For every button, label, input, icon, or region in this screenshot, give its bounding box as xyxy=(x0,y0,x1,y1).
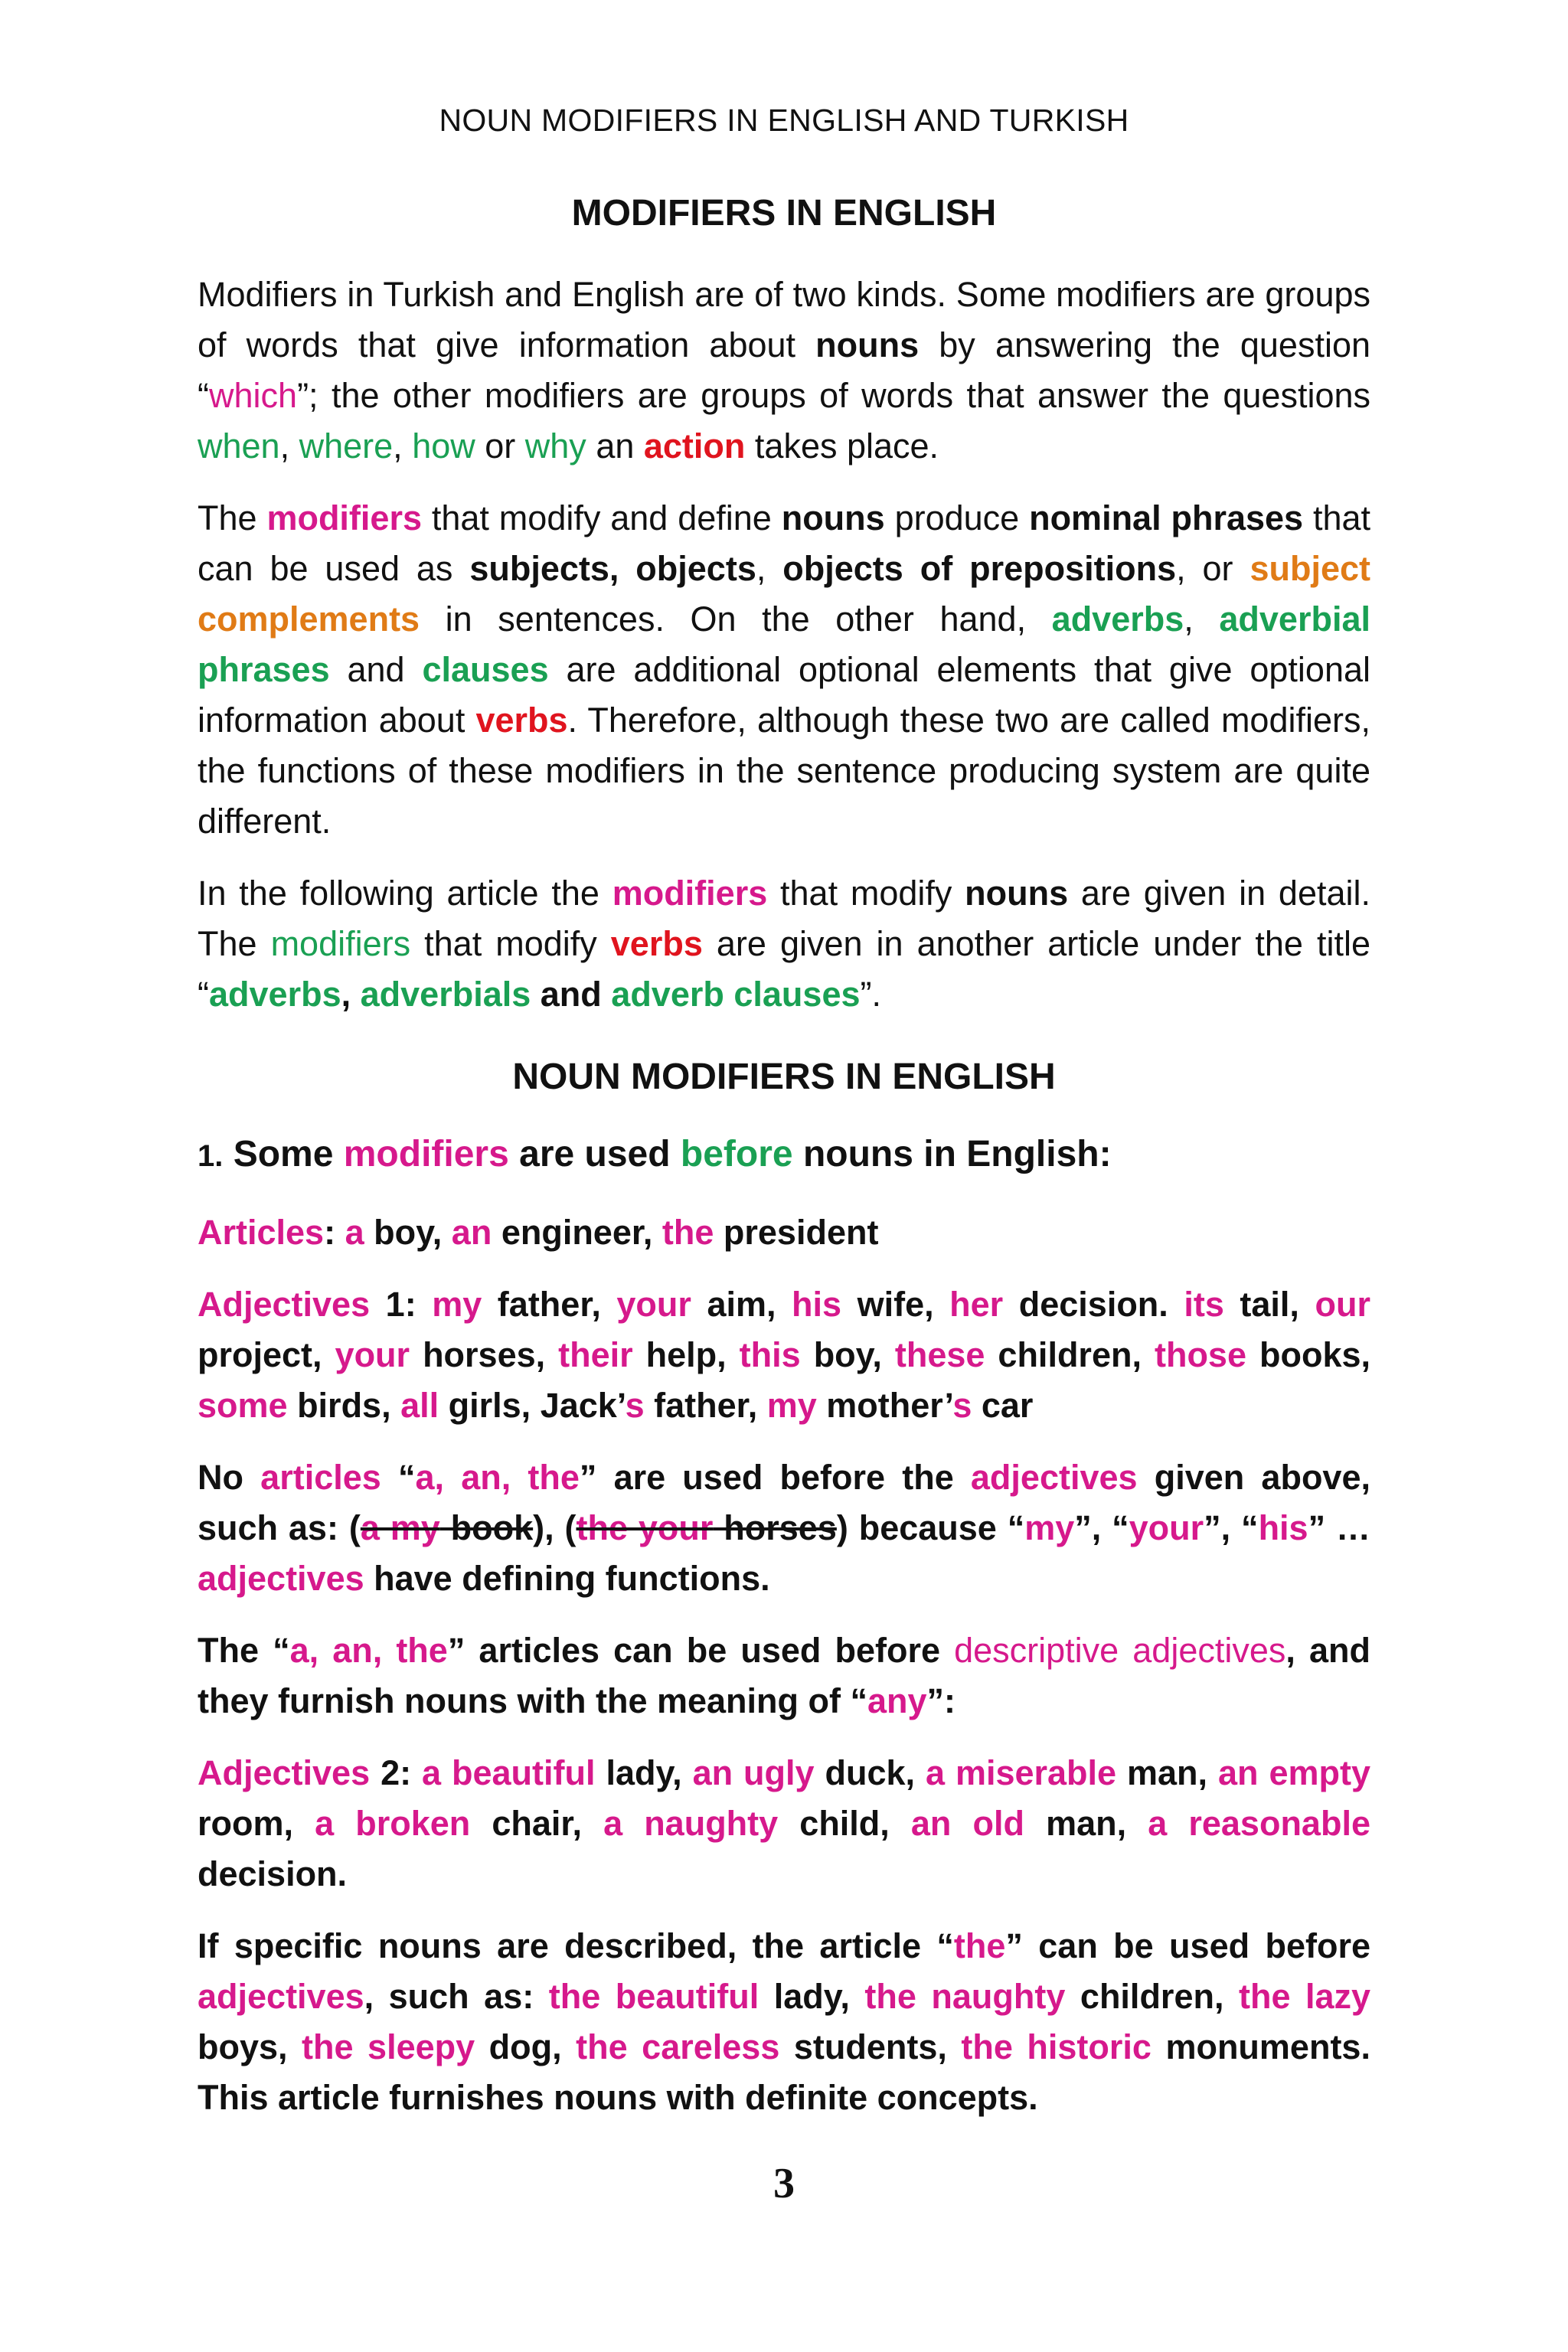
adjectives-2-modifier: a beautiful xyxy=(422,1753,596,1793)
adjectives-1-modifier: their xyxy=(558,1335,633,1375)
term-modifiers-verbs: modifiers xyxy=(270,923,411,963)
term-how: how xyxy=(412,426,475,466)
term-objects-of-prepositions: objects of prepositions xyxy=(782,548,1177,588)
specific-modifier: the lazy xyxy=(1238,1977,1371,2017)
adjectives-2-noun: decision. xyxy=(198,1854,348,1894)
term-when: when xyxy=(198,426,280,466)
adjectives-2-noun: man, xyxy=(1024,1804,1148,1844)
adjectives-2-modifier: an old xyxy=(910,1804,1024,1844)
adjectives-1-modifier: your xyxy=(335,1335,410,1375)
specific-noun: children, xyxy=(1065,1977,1239,2017)
specific-noun: lady, xyxy=(759,1977,865,2017)
term-action: action xyxy=(643,426,746,466)
descriptive-adjectives-paragraph: The “a, an, the” articles can be used before descriptive adjectives, and they furnish nouns with the meaning of “any”: xyxy=(198,1631,1370,1721)
term-nominal-phrases: nominal phrases xyxy=(1029,498,1304,537)
term-where: where xyxy=(299,426,394,466)
adjectives-2-noun: child, xyxy=(778,1804,911,1844)
specific-noun: students, xyxy=(779,2027,962,2067)
adjectives-1-modifier: its xyxy=(1184,1285,1224,1325)
section-title-noun-modifiers: NOUN MODIFIERS IN ENGLISH xyxy=(512,1056,1056,1097)
adjectives-2-modifier: a reasonable xyxy=(1148,1804,1370,1844)
term-modifiers: modifiers xyxy=(266,498,422,537)
term-adverbs: adverbs xyxy=(209,974,341,1014)
adjectives-1-noun: books, xyxy=(1246,1335,1371,1375)
term-why: why xyxy=(524,426,586,466)
term-adverb-clauses: adverb clauses xyxy=(611,974,861,1014)
adjectives-1-noun: decision. xyxy=(1003,1285,1184,1325)
adjectives-1-modifier: your xyxy=(616,1285,691,1325)
adjectives-1-noun: birds, xyxy=(287,1386,401,1426)
adjectives-2-modifier: a broken xyxy=(315,1804,471,1844)
specific-modifier: the naughty xyxy=(864,1977,1066,2017)
adjectives-1-noun: tail, xyxy=(1223,1285,1315,1325)
term-adverbials: adverbials xyxy=(360,974,531,1014)
section-title-modifiers: MODIFIERS IN ENGLISH xyxy=(571,193,997,234)
adjectives-2-noun: lady, xyxy=(595,1753,693,1793)
specific-noun: boys, xyxy=(198,2027,302,2067)
term-adverbs: adverbs xyxy=(1051,599,1184,639)
term-verbs: verbs xyxy=(475,700,568,740)
paragraph-intro: Modifiers in Turkish and English are of two kinds. Some modifiers are groups of words that give information about nouns by answering the question “which”; the other modifiers are groups of words that answer the questions when, where, how or why an action takes place. xyxy=(198,274,1371,466)
label-adjectives-1: Adjectives xyxy=(198,1285,371,1325)
term-subjects-objects: subjects, objects xyxy=(469,548,756,588)
paragraph-noun-modifiers: The modifiers that modify and define nouns produce nominal phrases that can be used as subjects, objects, objects of prepositions, or subject complements in sentences. On the other hand, adverbs, adverbial phrases and clauses are additional optional elements that give optional information about verbs. Therefore, although these two are called modifiers, the functions of these modifiers in the sentence producing system are quite different. xyxy=(198,498,1371,841)
adjectives-1-modifier: his xyxy=(792,1285,842,1325)
specific-modifier: the beautiful xyxy=(548,1977,760,2017)
adjectives-1-noun: children, xyxy=(985,1335,1155,1375)
specific-noun: monuments. xyxy=(1151,2027,1370,2067)
term-clauses: clauses xyxy=(422,649,549,689)
term-nouns: nouns xyxy=(965,873,1069,913)
adjectives-1-noun: boy, xyxy=(800,1335,895,1375)
adjectives-1-noun: project, xyxy=(198,1335,335,1375)
adjectives-1-noun: father, xyxy=(482,1285,617,1325)
term-adverbial-phrases: adverbial phrases xyxy=(198,599,1370,689)
specific-modifier: the sleepy xyxy=(302,2027,475,2067)
adjectives-1-noun: aim, xyxy=(691,1285,792,1325)
page-content xyxy=(198,191,1370,2145)
term-nouns: nouns xyxy=(815,325,920,364)
term-nouns: nouns xyxy=(781,498,885,537)
adjectives-2-modifier: an ugly xyxy=(692,1753,815,1793)
articles-line: Articles: a boy, an engineer, the president xyxy=(198,1213,879,1253)
adjectives-1-modifier: these xyxy=(894,1335,985,1375)
term-modifiers: modifiers xyxy=(612,873,768,913)
paragraph-following-article: In the following article the modifiers that modify nouns are given in detail. The modifiers that modify verbs are given in another article under the title “adverbs, adverbials and adverb clauses”. xyxy=(198,873,1370,1014)
struck-example-a-my-book: a my book xyxy=(360,1508,534,1548)
adjectives-1-modifier: this xyxy=(739,1335,801,1375)
term-subject-complements: subject complements xyxy=(198,548,1370,639)
adjectives-2-noun: duck, xyxy=(814,1753,926,1793)
numbered-heading-1: 1. Some modifiers are used before nouns in English: xyxy=(198,1134,1112,1175)
specific-nouns-paragraph: If specific nouns are described, the article “the” can be used before adjectives, such as: the beautiful lady, the naughty children, the lazy boys, the sleepy dog, the careless students, the historic monuments. This article furnishes nouns with definite concepts. xyxy=(198,1926,1371,2118)
adjectives-1-noun: wife, xyxy=(841,1285,950,1325)
specific-modifier: the careless xyxy=(576,2027,780,2067)
no-articles-paragraph: No articles “a, an, the” are used before the adjectives given above, such as: (a my book), (the your horses) because “my”, “your”, “his” … adjectives have defining functions. xyxy=(198,1458,1370,1599)
adjectives-2-modifier: an empty xyxy=(1218,1753,1370,1793)
adjectives-2-modifier: a naughty xyxy=(603,1804,779,1844)
page-number: 3 xyxy=(773,2160,795,2207)
specific-noun: dog, xyxy=(475,2027,577,2067)
adjectives-1-modifier: some xyxy=(198,1386,288,1426)
adjectives-1-modifier: all xyxy=(400,1386,439,1426)
adjectives-2-noun: chair, xyxy=(470,1804,604,1844)
adjectives-1-modifier: those xyxy=(1154,1335,1246,1375)
adjectives-1-noun: help, xyxy=(632,1335,740,1375)
adjectives-2-modifier: a miserable xyxy=(925,1753,1117,1793)
adjectives-2-noun: room, xyxy=(198,1804,315,1844)
term-which: which xyxy=(209,375,298,415)
adjectives-1-modifier: my xyxy=(432,1285,482,1325)
adjectives-1-line: Adjectives 1: my father, your aim, his wife, her decision. its tail, our project, your horses, their help, this boy, these children, those books, some birds, all girls, Jack’s father, my mother’s car xyxy=(198,1285,1371,1426)
specific-modifier: the historic xyxy=(961,2027,1152,2067)
adjectives-1-modifier: her xyxy=(949,1285,1004,1325)
label-articles: Articles xyxy=(198,1213,325,1253)
term-verbs: verbs xyxy=(610,923,703,963)
adjectives-1-noun: girls, xyxy=(439,1386,541,1426)
adjectives-1-modifier: our xyxy=(1315,1285,1370,1325)
adjectives-2-noun: man, xyxy=(1116,1753,1218,1793)
label-adjectives-2: Adjectives xyxy=(198,1753,371,1793)
adjectives-2-line: Adjectives 2: a beautiful lady, an ugly duck, a miserable man, an empty room, a broken chair, a naughty child, an old man, a reasonable decision. xyxy=(198,1753,1370,1894)
running-header: NOUN MODIFIERS IN ENGLISH AND TURKISH xyxy=(439,103,1129,138)
struck-example-the-your-horses: the your horses xyxy=(576,1508,837,1548)
adjectives-1-noun: horses, xyxy=(410,1335,559,1375)
